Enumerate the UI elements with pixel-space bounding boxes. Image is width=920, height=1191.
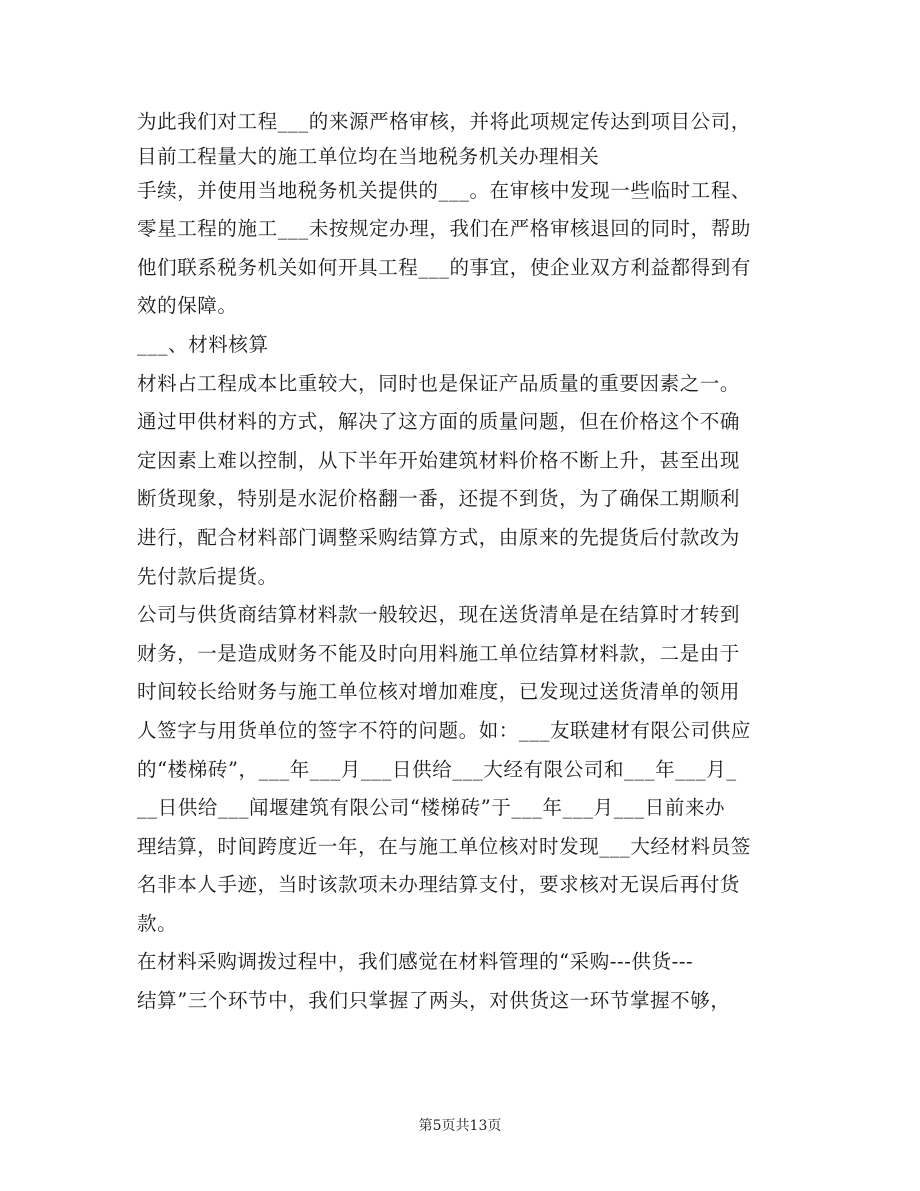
text-line: __日供给___闻堰建筑有限公司“楼梯砖”于___年___月___日前来办 — [137, 796, 726, 820]
text-line: 手续，并使用当地税务机关提供的___。在审核中发现一些临时工程、 — [137, 178, 751, 202]
text-line: 公司与供货商结算材料款一般较迟，现在送货清单是在结算时才转到 — [137, 603, 741, 627]
text-line: 为此我们对工程___的来源严格审核，并将此项规定传达到项目公司， — [137, 110, 751, 133]
text-line: 款。 — [137, 911, 178, 935]
text-line: 进行，配合材料部门调整采购结算方式，由原来的先提货后付款改为 — [137, 525, 741, 549]
text-line: 材料占工程成本比重较大，同时也是保证产品质量的重要因素之一。 — [137, 371, 741, 395]
text-line: 时间较长给财务与施工单位核对增加难度，已发现过送货清单的领用 — [137, 680, 741, 704]
text-line: 断货现象，特别是水泥价格翻一番，还提不到货，为了确保工期顺利 — [137, 487, 741, 511]
text-line: 先付款后提货。 — [137, 564, 278, 588]
text-line: 人签字与用货单位的签字不符的问题。如：___友联建材有限公司供应 — [137, 718, 751, 742]
text-line: 名非本人手迹，当时该款项未办理结算支付，要求核对无误后再付货 — [137, 873, 741, 897]
text-line: 定因素上难以控制，从下半年开始建筑材料价格不断上升，甚至出现 — [137, 448, 741, 472]
text-line: 理结算，时间跨度近一年，在与施工单位核对时发现___大经材料员签 — [137, 834, 751, 858]
page-number: 第5页共13页 — [418, 1118, 502, 1134]
body-text — [137, 103, 787, 1021]
text-line: 他们联系税务机关如何开具工程___的事宜，使企业双方利益都得到有 — [137, 255, 751, 279]
text-line: 结算”三个环节中，我们只掌握了两头，对供货这一环节掌握不够， — [137, 989, 731, 1013]
text-line: 财务，一是造成财务不能及时向用料施工单位结算材料款，二是由于 — [137, 641, 741, 665]
text-line: 零星工程的施工___未按规定办理，我们在严格审核退回的同时，帮助 — [137, 217, 751, 241]
text-line: 的“楼梯砖”，___年___月___日供给___大经有限公司和___年___月_ — [137, 757, 737, 781]
text-line: 目前工程量大的施工单位均在当地税务机关办理相关 — [137, 144, 600, 168]
text-line: 通过甲供材料的方式，解决了这方面的质量问题，但在价格这个不确 — [137, 410, 741, 434]
section-heading: ___、材料核算 — [137, 332, 269, 356]
text-line: 效的保障。 — [137, 294, 238, 318]
text-line: 在材料采购调拨过程中，我们感觉在材料管理的“采购---供货--- — [137, 950, 694, 974]
